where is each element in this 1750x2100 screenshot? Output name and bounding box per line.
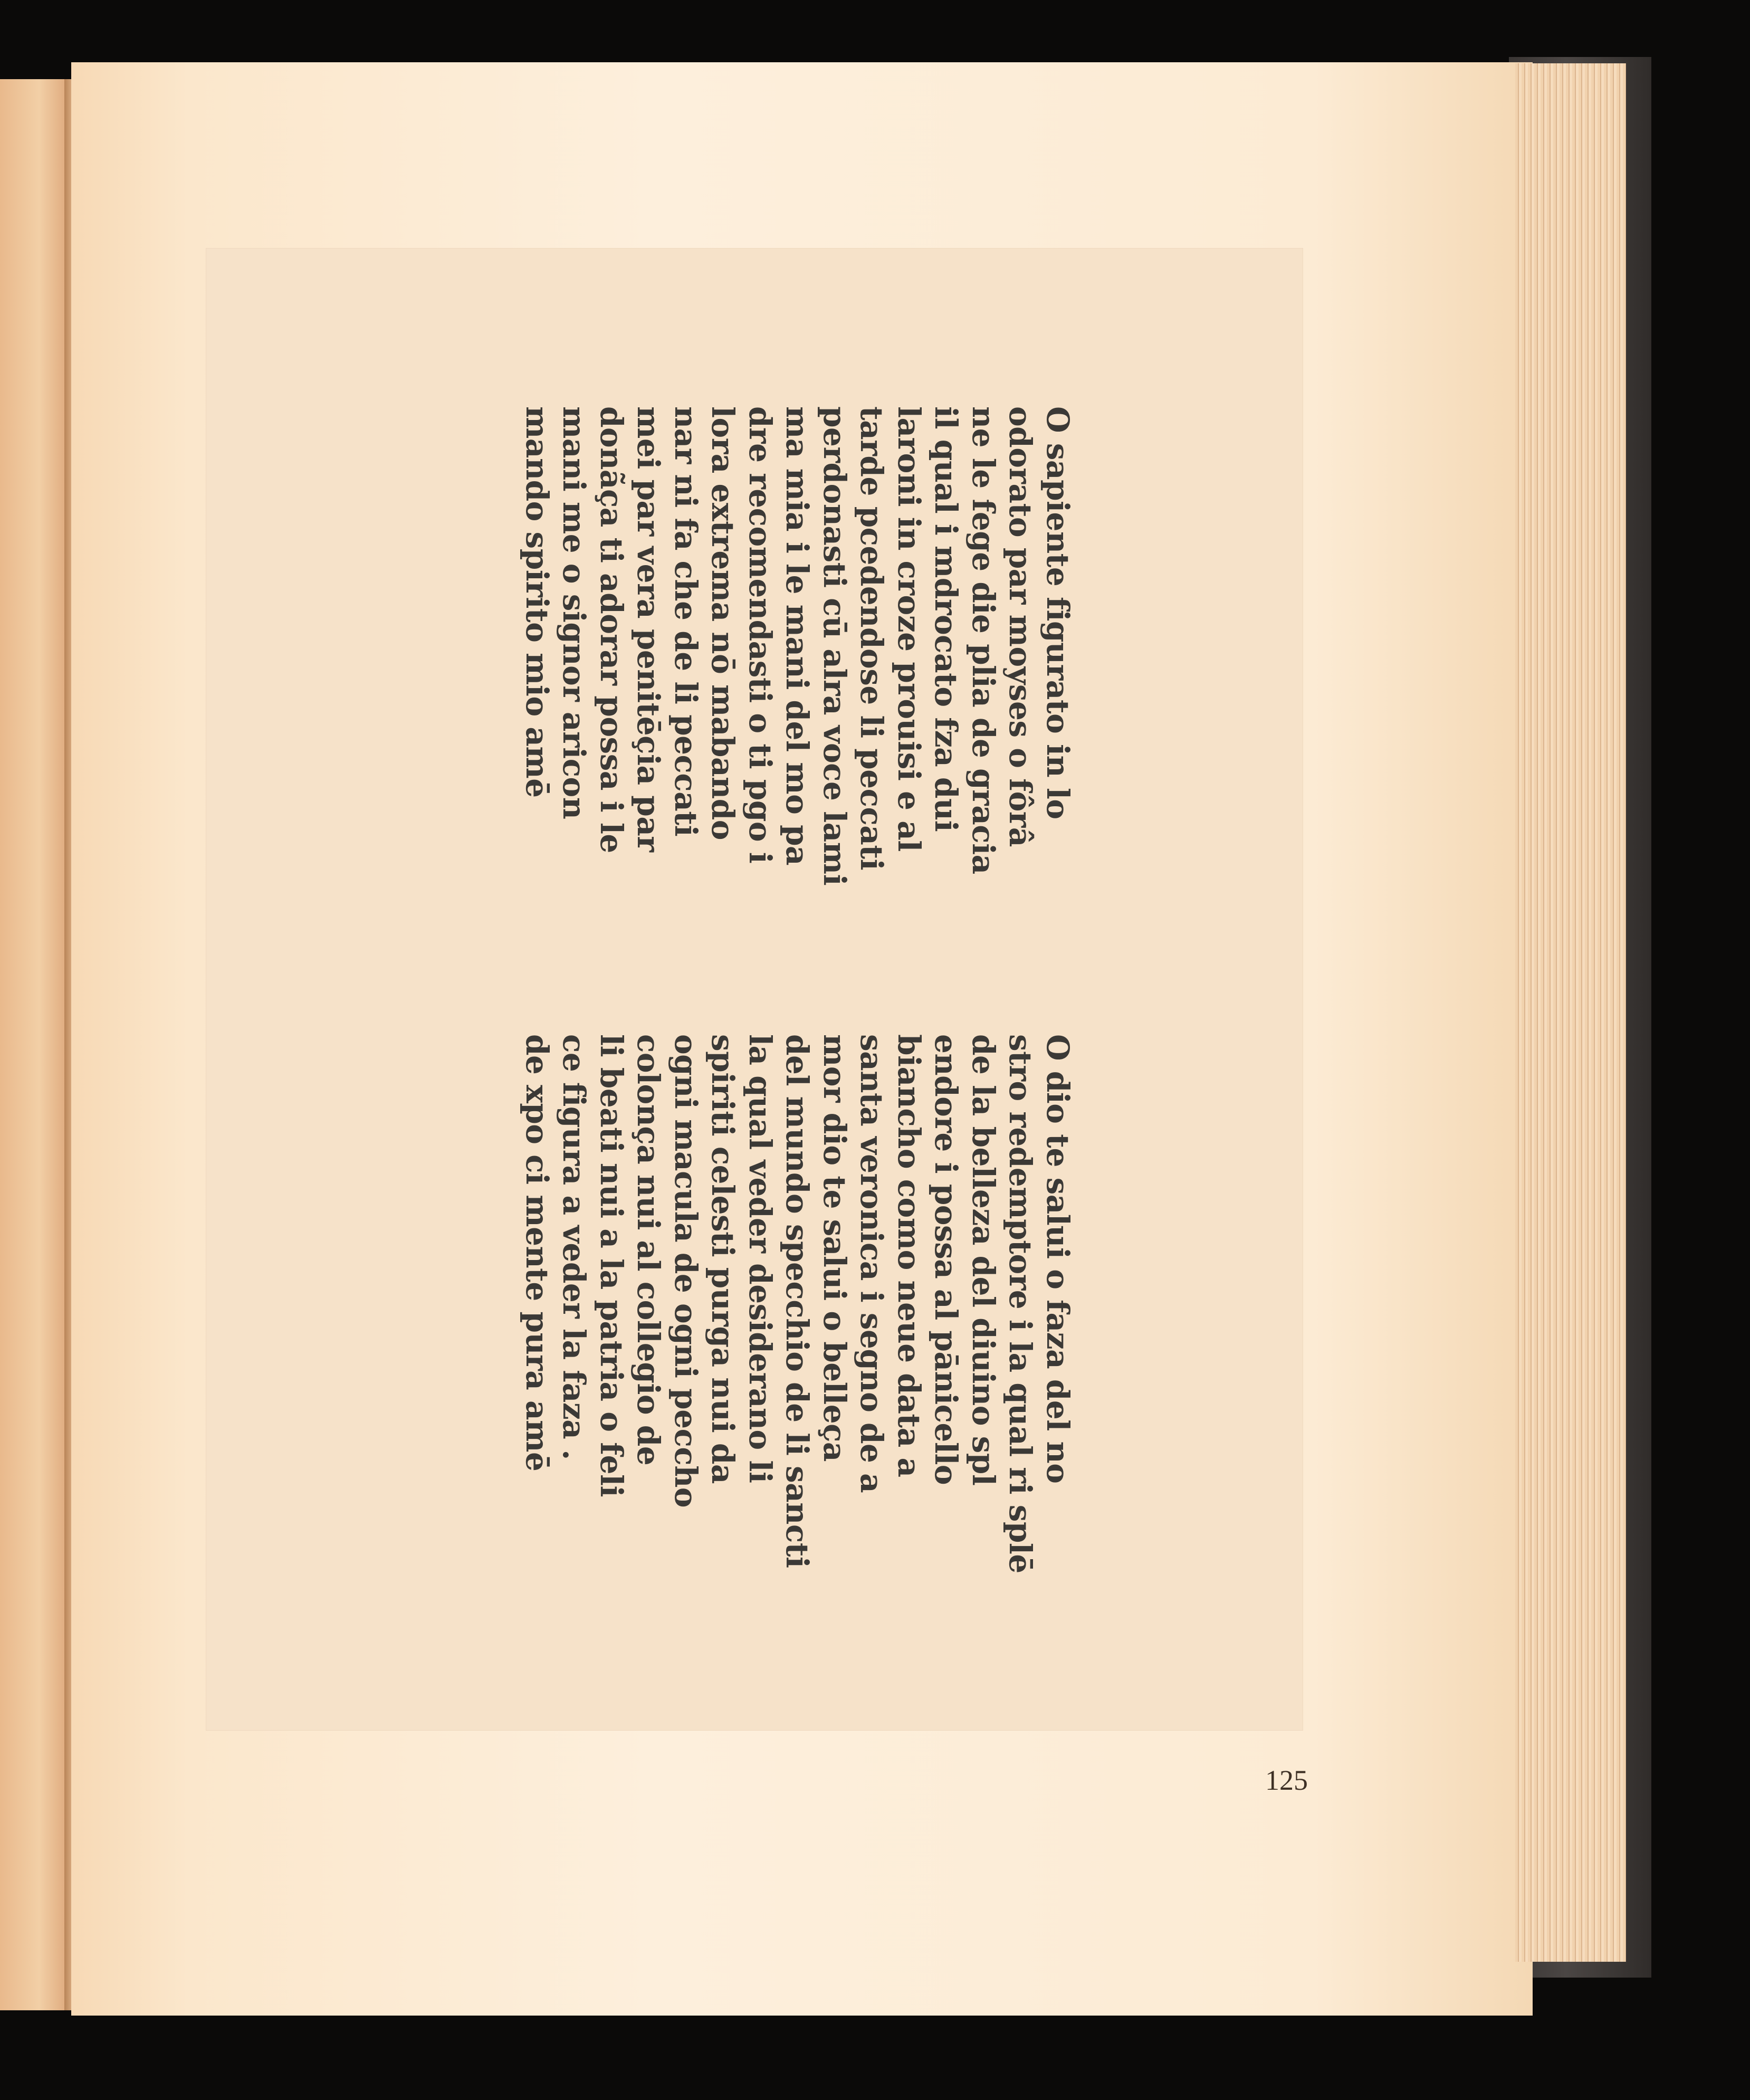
text-line: ogni macula de ogni peccho xyxy=(668,1034,704,1508)
text-line: colonça nui al collegio de xyxy=(630,1034,667,1466)
text-line: perdonasti cū alra voce lami xyxy=(817,406,853,886)
page-number: 125 xyxy=(1265,1764,1308,1796)
text-line: O sapiente figurato in lo xyxy=(1040,406,1076,819)
text-line: del mundo specchio de li sancti xyxy=(779,1034,816,1568)
text-line: O dio te salui o faza del no xyxy=(1040,1034,1076,1484)
text-line: stro redemptore i la qual ri splē xyxy=(1002,1034,1039,1573)
text-line: tarde pcedendose li peccati xyxy=(854,406,890,871)
text-line: biancho como neue data a xyxy=(891,1034,927,1477)
text-line: de la belleza del diuino spl xyxy=(965,1034,1001,1486)
text-line: mando spirito mio amē xyxy=(519,406,555,798)
text-line: li beati nui a la patria o feli xyxy=(594,1034,629,1497)
left-page-edge xyxy=(0,79,71,2010)
text-line: il qual i mdrocato fza dui xyxy=(928,406,964,832)
text-line: de xpo ci mente pura amē xyxy=(519,1034,555,1472)
text-line: lora extrema nō mabando xyxy=(705,406,741,840)
text-line: ma mia i le mani del mo pa xyxy=(779,406,816,866)
text-line: ce figura a veder la faza . xyxy=(556,1034,592,1460)
page-stack-edges xyxy=(1515,63,1626,1962)
lower-text-column xyxy=(519,1034,1077,1752)
text-line: santa veronica i segno de a xyxy=(854,1034,890,1493)
text-line: mani me o signor aricon xyxy=(556,406,592,819)
text-line: mor dio te salui o belleça xyxy=(817,1034,853,1462)
text-line: spiriti celesti purga nui da xyxy=(705,1034,741,1484)
text-line: laroni in croze prouisi e al xyxy=(891,406,927,852)
text-line: dre recomendasti o ti pgo i xyxy=(742,406,778,864)
text-line: donãça ti adorar possa i le xyxy=(594,406,629,853)
text-line: la qual veder desiderano li xyxy=(742,1034,778,1483)
upper-text-column xyxy=(519,406,1077,1124)
text-line: odorato par moyses o fôrâ xyxy=(1002,406,1039,847)
text-line: ne le fege die plia de gracia xyxy=(965,406,1001,874)
text-line: endore i possa al pānicello xyxy=(928,1034,964,1485)
text-line: mei par vera penitēçia par xyxy=(630,406,667,852)
text-line: nar ni fa che de li peccati xyxy=(668,406,704,837)
